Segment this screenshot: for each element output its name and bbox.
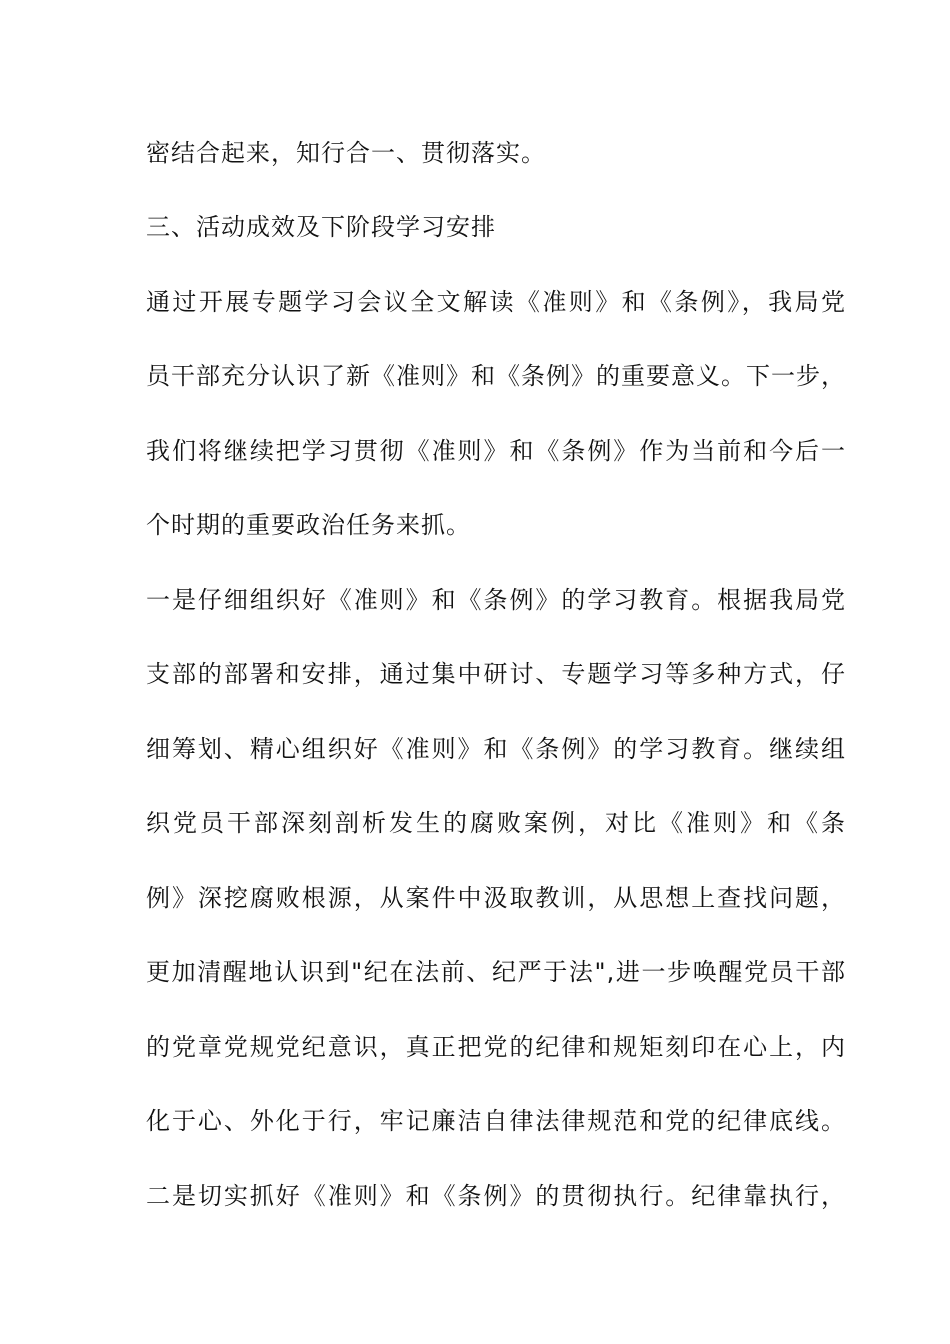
text-line-13: 的党章党规党纪意识，真正把党的纪律和规矩刻印在心上，内 [146,1033,846,1061]
text-line-7: 一是仔细组织好《准则》和《条例》的学习教育。根据我局党 [146,586,846,614]
text-line-1: 密结合起来，知行合一、贯彻落实。 [146,139,546,167]
text-line-9: 细筹划、精心组织好《准则》和《条例》的学习教育。继续组 [146,735,846,763]
text-line-4: 员干部充分认识了新《准则》和《条例》的重要意义。下一步， [146,362,846,390]
text-line-12: 更加清醒地认识到"纪在法前、纪严于法",进一步唤醒党员干部 [146,958,846,986]
text-line-6: 个时期的重要政治任务来抓。 [146,511,471,539]
text-line-5: 我们将继续把学习贯彻《准则》和《条例》作为当前和今后一 [146,437,846,465]
text-line-11: 例》深挖腐败根源，从案件中汲取教训，从思想上查找问题， [146,884,846,912]
text-line-3: 通过开展专题学习会议全文解读《准则》和《条例》，我局党 [146,288,846,316]
section-heading: 三、活动成效及下阶段学习安排 [146,213,496,241]
text-line-15: 二是切实抓好《准则》和《条例》的贯彻执行。纪律靠执行， [146,1182,846,1210]
text-line-10: 织党员干部深刻剖析发生的腐败案例，对比《准则》和《条 [146,809,846,837]
text-line-14: 化于心、外化于行，牢记廉洁自律法律规范和党的纪律底线。 [146,1107,846,1135]
text-line-8: 支部的部署和安排，通过集中研讨、专题学习等多种方式，仔 [146,660,846,688]
